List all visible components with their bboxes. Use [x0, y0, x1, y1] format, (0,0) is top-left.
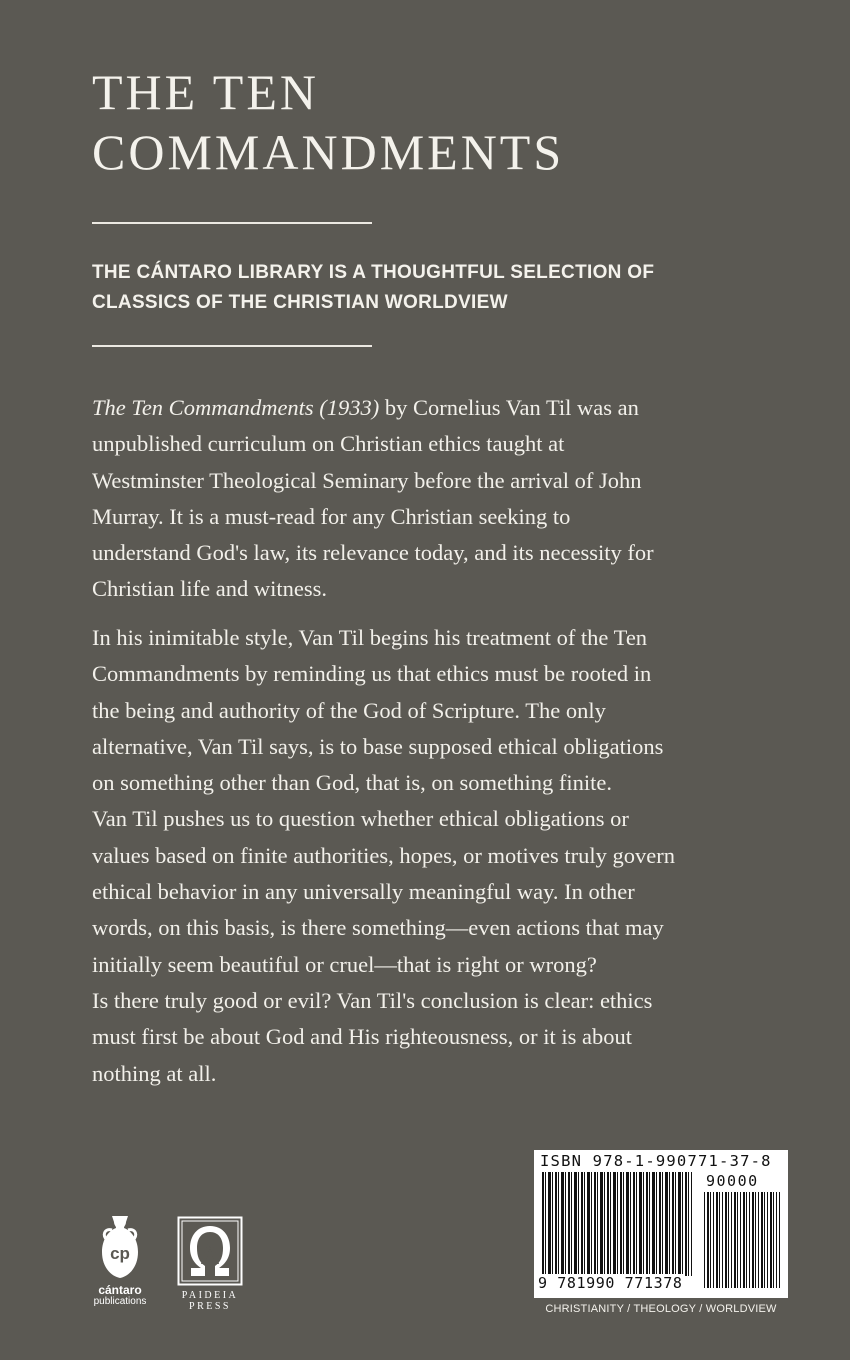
paragraph-1-line: Murray. It is a must-read for any Christian seeking to — [92, 503, 571, 529]
paragraph-2-line: on something other than God, that is, on something finite. — [92, 770, 612, 796]
paragraph-1-line: Westminster Theological Seminary before the arrival of John — [92, 467, 642, 493]
paragraph-2-line: initially seem beautiful or cruel—that is right or wrong? — [92, 951, 597, 977]
alpha-omega-icon — [177, 1216, 243, 1286]
title-line-1: THE TEN — [92, 64, 319, 120]
isbn-label: ISBN 978-1-990771-37-8 — [540, 1152, 772, 1170]
cantaro-subtitle: publications — [93, 1296, 147, 1307]
divider-bottom — [92, 345, 372, 347]
paideia-press-logo — [176, 1216, 244, 1312]
divider-top — [92, 222, 372, 224]
description-paragraph-1 — [92, 390, 762, 608]
paragraph-2-line: Commandments by reminding us that ethics must be rooted in — [92, 661, 652, 687]
paragraph-2-line: nothing at all. — [92, 1060, 217, 1086]
cantaro-monogram: cp — [110, 1244, 130, 1263]
series-tagline — [92, 258, 772, 318]
cantaro-publications-logo — [90, 1212, 150, 1312]
isbn-barcode — [534, 1150, 788, 1298]
paragraph-1-line: Christian life and witness. — [92, 576, 327, 602]
paragraph-2-line: In his inimitable style, Van Til begins his treatment of the Ten — [92, 625, 648, 650]
book-title-italic: The Ten Commandments (1933) — [92, 395, 380, 420]
paideia-line-2: PRESS — [189, 1301, 231, 1312]
barcode-addon-number: 90000 — [706, 1172, 759, 1190]
barcode-bars-icon — [542, 1172, 692, 1276]
cantaro-name: cántaro — [98, 1283, 142, 1297]
paragraph-1-line-1 — [92, 390, 762, 426]
paragraph-2-line: Is there truly good or evil? Van Til's conclusion is clear: ethics — [92, 987, 653, 1013]
paragraph-1-line: unpublished curriculum on Christian ethics taught at — [92, 431, 565, 457]
barcode-addon-bars-icon — [704, 1192, 780, 1288]
amphora-icon — [98, 1212, 142, 1282]
paragraph-2-line: ethical behavior in any universally meaningful way. In other — [92, 879, 635, 905]
paragraph-2-line: alternative, Van Til says, is to base supposed ethical obligations — [92, 733, 664, 759]
barcode-digits: 9 781990 771378 — [538, 1274, 683, 1292]
book-title — [92, 62, 772, 182]
title-line-2: COMMANDMENTS — [92, 124, 565, 180]
paragraph-2-line: words, on this basis, is there something—even actions that may — [92, 915, 664, 941]
paragraph-2-line: Van Til pushes us to question whether ethical obligations or — [92, 806, 629, 832]
paragraph-1-line-1-rest: by Cornelius Van Til was an — [379, 395, 639, 420]
paragraph-2-line: must first be about God and His righteousness, or it is about — [92, 1024, 632, 1050]
paragraph-2-line: the being and authority of the God of Scripture. The only — [92, 697, 606, 723]
tagline-line-2: CLASSICS OF THE CHRISTIAN WORLDVIEW — [92, 292, 508, 313]
subject-category: CHRISTIANITY / THEOLOGY / WORLDVIEW — [545, 1303, 777, 1315]
paideia-line-1: PAIDEIA — [181, 1290, 239, 1301]
description-paragraph-2 — [92, 620, 762, 1092]
paragraph-2-line: values based on finite authorities, hopes, or motives truly govern — [92, 842, 676, 868]
tagline-line-1: THE CÁNTARO LIBRARY IS A THOUGHTFUL SELECTION OF — [92, 262, 655, 283]
paragraph-1-line: understand God's law, its relevance today, and its necessity for — [92, 540, 654, 566]
